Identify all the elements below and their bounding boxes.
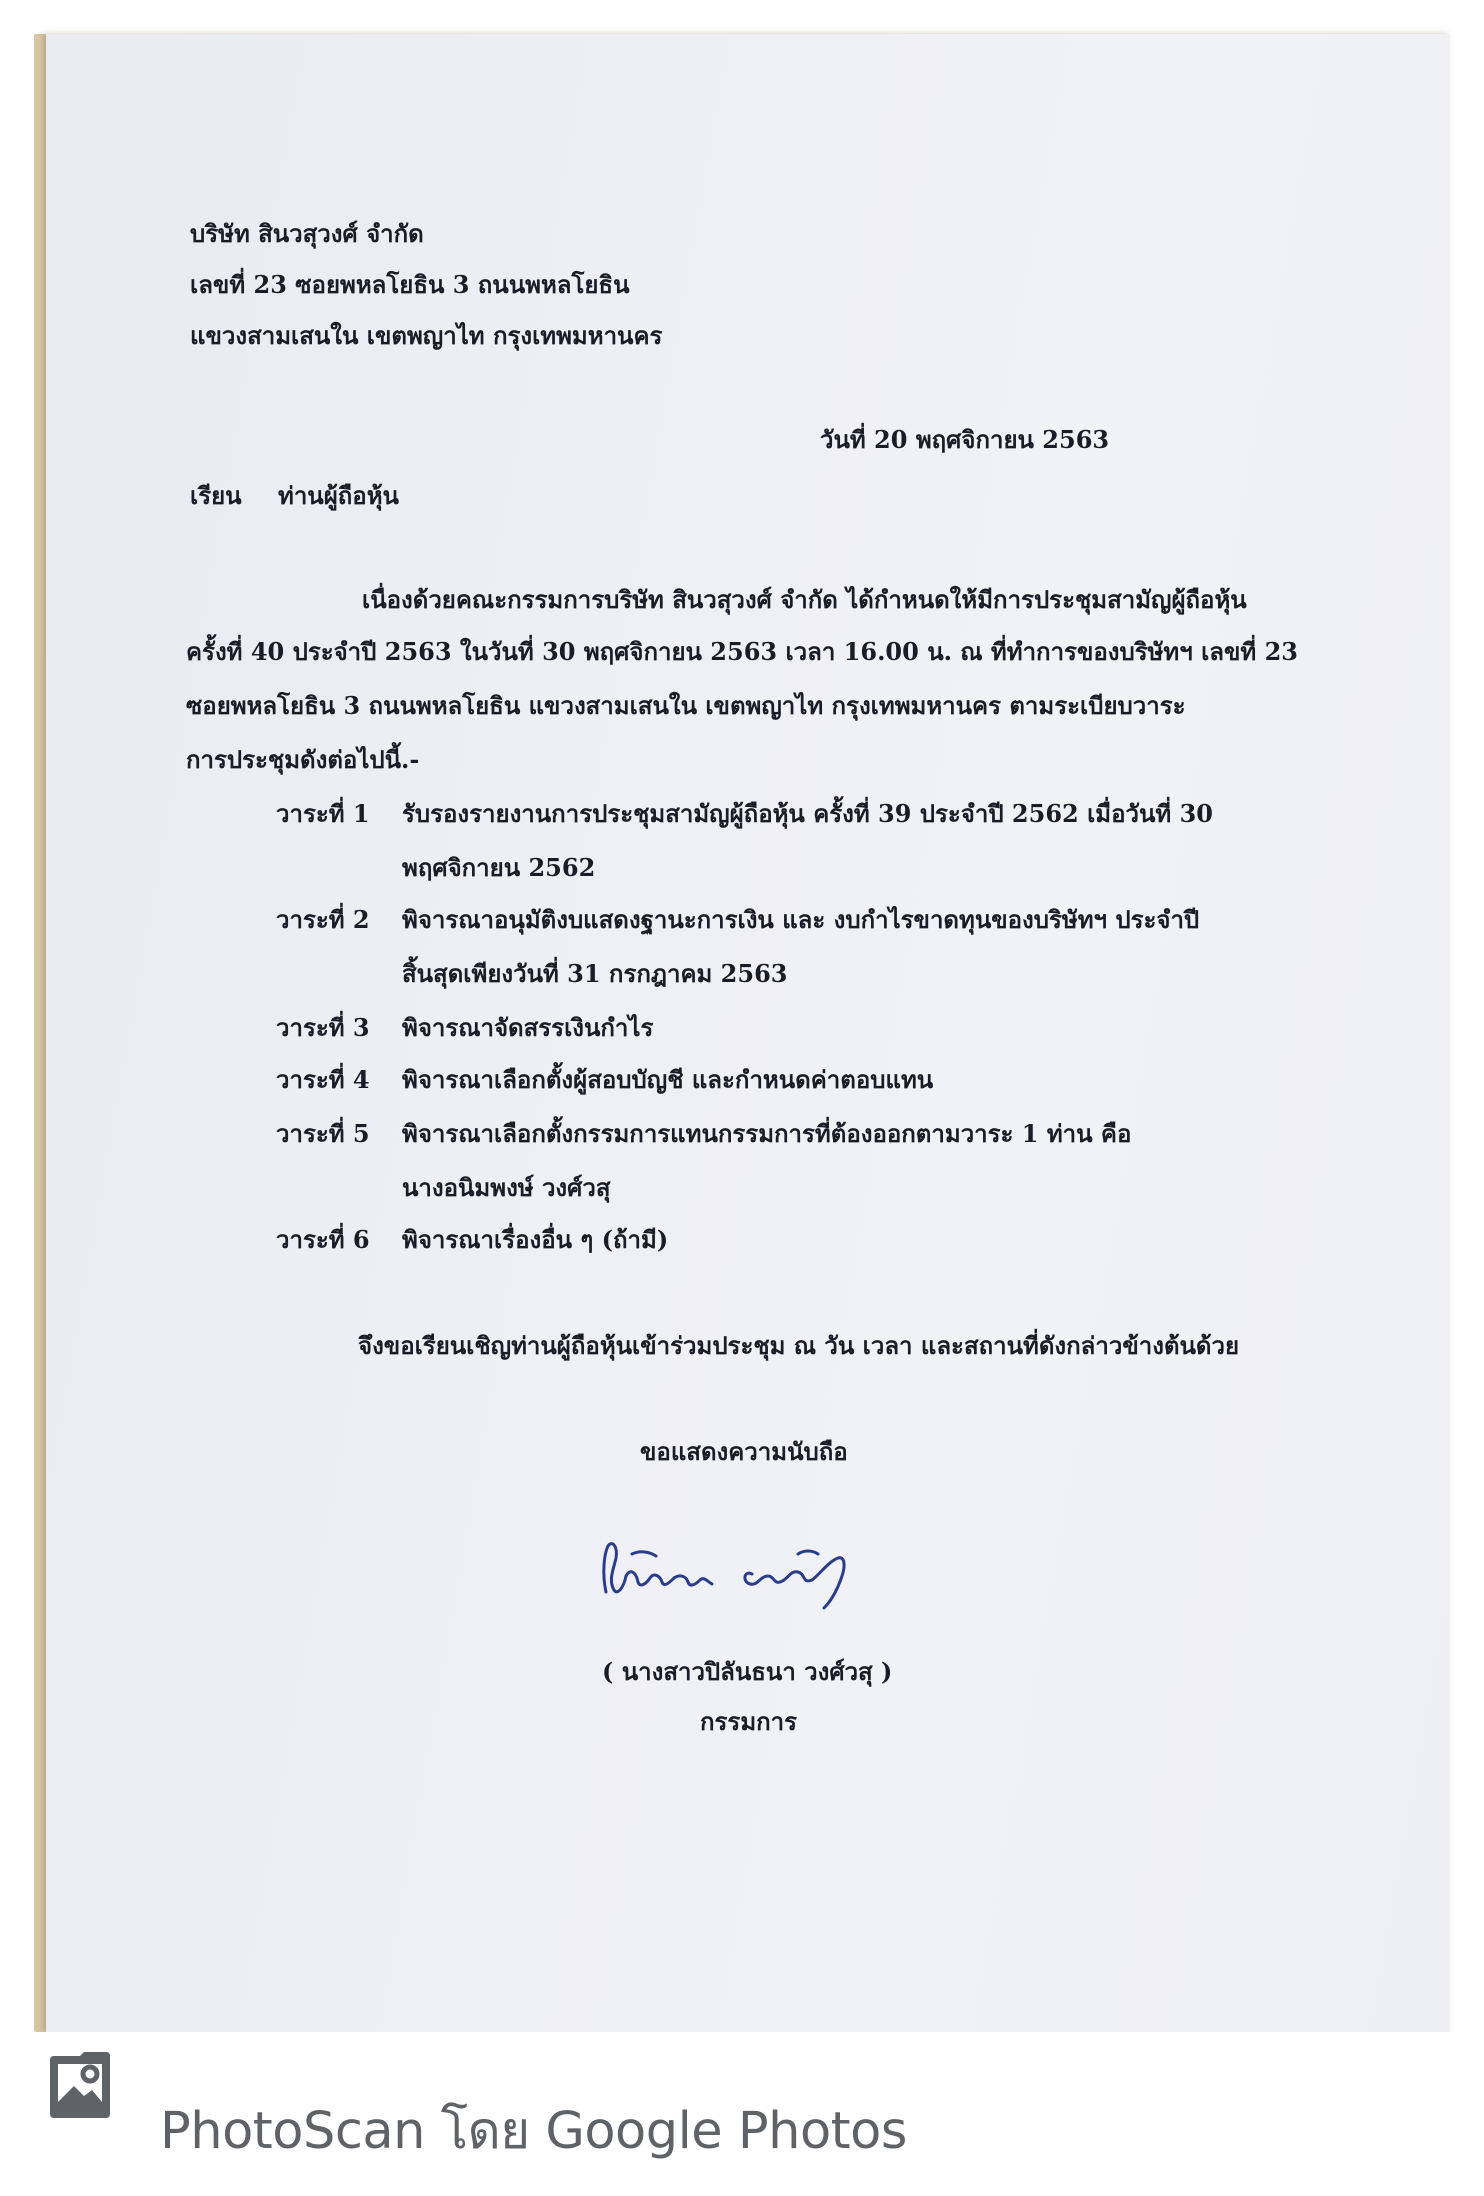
by-word: โดย [440,2102,530,2161]
brand-name: Google Photos [545,2102,907,2161]
body-line-2: ครั้งที่ 40 ประจำปี 2563 ในวันที่ 30 พฤศจิกายน 2563 เวลา 16.00 น. ณ ที่ทำการของบริษัทฯ เลขที่ 23 [186,637,1298,666]
agenda-1-line-1: รับรองรายงานการประชุมสามัญผู้ถือหุ้น ครั้งที่ 39 ประจำปี 2562 เมื่อวันที่ 30 [402,799,1213,828]
closing-line: ขอแสดงความนับถือ [640,1437,848,1466]
address-line-2: แขวงสามเสนใน เขตพญาไท กรุงเทพมหานคร [190,321,663,350]
company-name: บริษัท สินวสุวงศ์ จำกัด [190,219,424,248]
address-line-1: เลขที่ 23 ซอยพหลโยธิน 3 ถนนพหลโยธิน [190,270,630,299]
signer-title: กรรมการ [700,1707,798,1736]
body-line-4: การประชุมดังต่อไปนี้.- [186,745,420,774]
agenda-2-line-2: สิ้นสุดเพียงวันที่ 31 กรกฎาคม 2563 [402,959,788,988]
body-line-1: เนื่องด้วยคณะกรรมการบริษัท สินวสุวงศ์ จำกัด ได้กำหนดให้มีการประชุมสามัญผู้ถือหุ้น [362,585,1247,614]
agenda-3-label: วาระที่ 3 [276,1013,370,1042]
agenda-5-line-1: พิจารณาเลือกตั้งกรรมการแทนกรรมการที่ต้องออกตามวาระ 1 ท่าน คือ [402,1119,1132,1148]
agenda-1-label: วาระที่ 1 [276,799,370,828]
agenda-4-label: วาระที่ 4 [276,1065,370,1094]
invitation-line: จึงขอเรียนเชิญท่านผู้ถือหุ้นเข้าร่วมประชุม ณ วัน เวลา และสถานที่ดังกล่าวข้างต้นด้วย [358,1331,1240,1360]
body-line-3: ซอยพหลโยธิน 3 ถนนพหลโยธิน แขวงสามเสนใน เขตพญาไท กรุงเทพมหานคร ตามระเบียบวาระ [186,691,1186,720]
agenda-5-label: วาระที่ 5 [276,1119,370,1148]
letter-date: วันที่ 20 พฤศจิกายน 2563 [820,425,1110,454]
app-name: PhotoScan [160,2102,425,2161]
agenda-2-line-1: พิจารณาอนุมัติงบแสดงฐานะการเงิน และ งบกำไรขาดทุนของบริษัทฯ ประจำปี [402,905,1200,934]
agenda-6-label: วาระที่ 6 [276,1225,370,1254]
agenda-4-line-1: พิจารณาเลือกตั้งผู้สอบบัญชี และกำหนดค่าตอบแทน [402,1065,934,1094]
handwritten-signature [592,1524,870,1616]
agenda-6-line-1: พิจารณาเรื่องอื่น ๆ (ถ้ามี) [402,1225,669,1254]
agenda-1-line-2: พฤศจิกายน 2562 [402,853,596,882]
signer-name: ( นางสาวปิลันธนา วงศ์วสุ ) [602,1657,893,1686]
salutation-recipient: ท่านผู้ถือหุ้น [278,481,399,510]
photoscan-icon [46,2050,114,2122]
agenda-2-label: วาระที่ 2 [276,905,370,934]
salutation-label: เรียน [190,481,242,510]
agenda-5-line-2: นางอนิมพงษ์ วงศ์วสุ [402,1173,611,1202]
footer-caption [160,2090,907,2171]
agenda-3-line-1: พิจารณาจัดสรรเงินกำไร [402,1013,654,1042]
